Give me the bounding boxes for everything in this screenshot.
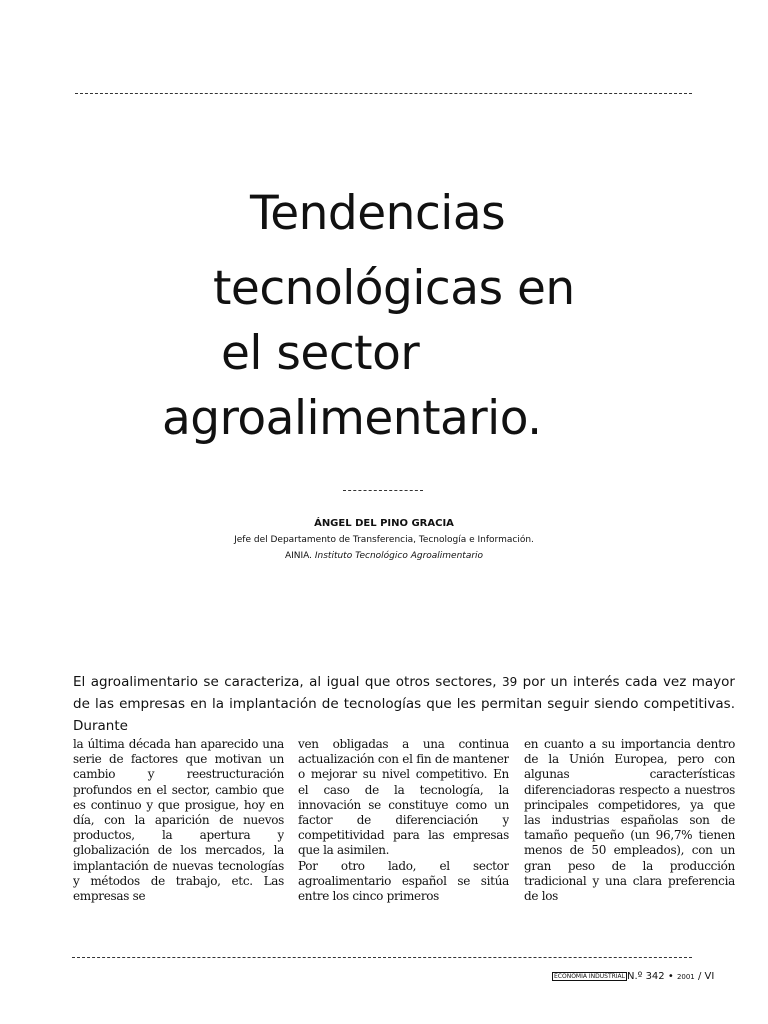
footer-slash: / [697,971,702,982]
body-column-1 [73,737,284,920]
page-footer [552,971,714,982]
org-prefix: AINIA. [284,551,312,561]
bottom-divider [72,957,692,958]
intro-paragraph [73,671,735,737]
title-divider [343,490,423,491]
journal-name: ECONOMÍA INDUSTRIAL [554,973,626,980]
title-line-1: Tendencias [250,186,506,241]
page-number: VI [704,971,715,982]
intro-page-ref: 39 [501,675,518,689]
author-name: ÁNGEL DEL PINO GRACIA [314,518,454,529]
org-name: Instituto Tecnológico Agroalimentario [314,551,484,561]
author-organization [0,551,768,561]
title-line-2: tecnológicas en [213,261,575,316]
footer-separator: • [667,971,674,982]
intro-text-a: El agroalimentario se caracteriza, al igual que otros sectores, [73,674,497,690]
body-column-3 [524,737,735,920]
title-line-3: el sector [221,326,420,381]
author-role: Jefe del Departamento de Transferencia, Tecnología e Información. [234,535,534,545]
column-2-paragraph-2: Por otro lado, el sector agroalimentario español se sitúa entre los cinco primeros [298,858,509,904]
column-1-text: la última década han aparecido una serie de factores que motivan un cambio y reestructuración profundos en el sector, cambio que es continuo y que prosigue, hoy en día, con la aparición de nuevos productos, la apertura y globalización de los mercados, la implantación de nuevas tecnologías y métodos de trabajo, etc. Las empresas se [73,737,284,904]
title-line-4: agroalimentario. [162,391,542,446]
body-column-2 [298,737,509,920]
intro-text-b: por un interés cada vez mayor de las empresas en la implantación de tecnologías que les permitan seguir siendo competitivas. Durante [73,674,735,734]
top-divider [75,93,692,94]
issue-number: N.º 342 [627,971,665,982]
issue-year: 2001 [676,973,695,981]
column-2-paragraph-1: ven obligadas a una continua actualización con el fin de mantener o mejorar su nivel competitivo. En el caso de la tecnología, la innovación se constituye como un factor de diferenciación y competitividad para las empresas que la asimilen. [298,737,509,858]
column-3-text: en cuanto a su importancia dentro de la Unión Europea, pero con algunas características diferenciadoras respecto a nuestros principales competidores, ya que las industrias españolas son de tamaño pequeño (un 96,7% tienen menos de 50 empleados), con un gran peso de la producción tradicional y una clara preferencia de los [524,737,735,904]
